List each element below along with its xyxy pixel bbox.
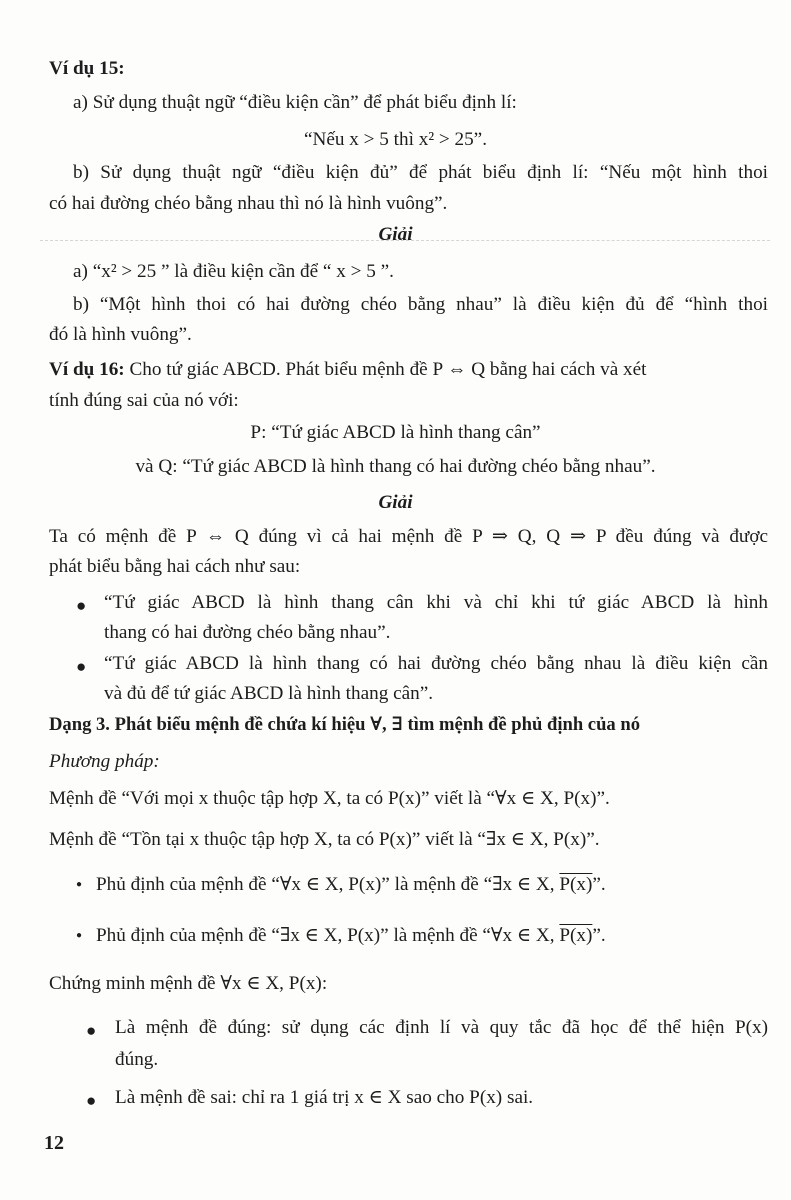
prove-true-line1: Là mệnh đề đúng: sử dụng các định lí và quy tắc đã học để thể hiện P(x) [115, 1017, 768, 1038]
negation-exists: Phủ định của mệnh đề “∃x ∈ X, P(x)” là mệnh đề “∀x ∈ X, P(x)”. [96, 925, 606, 946]
example-16-heading: Ví dụ 16: [49, 359, 125, 380]
prove-statement: Chứng minh mệnh đề ∀x ∈ X, P(x): [49, 973, 328, 994]
bullet2-line1: “Tứ giác ABCD là hình thang có hai đường chéo bằng nhau là điều kiện cần [104, 653, 768, 674]
negation-forall: Phủ định của mệnh đề “∀x ∈ X, P(x)” là mệnh đề “∃x ∈ X, P(x)”. [96, 874, 606, 895]
example-15-heading: Ví dụ 15: [49, 58, 125, 79]
example-15-part-b-line1: b) Sử dụng thuật ngữ “điều kiện đủ” để phát biểu định lí: “Nếu một hình thoi [73, 162, 768, 183]
forall-definition: Mệnh đề “Với mọi x thuộc tập hợp X, ta có P(x)” viết là “∀x ∈ X, P(x)”. [49, 788, 610, 809]
bullet1-line1: “Tứ giác ABCD là hình thang cân khi và chỉ khi tứ giác ABCD là hình [104, 592, 768, 613]
example-16-intro [49, 356, 768, 384]
bullet-icon: ● [76, 596, 87, 615]
prove-true-line2: đúng. [115, 1049, 159, 1070]
bullet1-line2: thang có hai đường chéo bằng nhau”. [104, 622, 391, 643]
solution-heading-16: Giải [378, 492, 413, 513]
exists-definition: Mệnh đề “Tồn tại x thuộc tập hợp X, ta có P(x)” viết là “∃x ∈ X, P(x)”. [49, 829, 600, 850]
example-16-intro-text: Cho tứ giác ABCD. Phát biểu mệnh đề P ⇔ Q bằng hai cách và xét [129, 359, 647, 380]
example-15-part-b-line2: có hai đường chéo bằng nhau thì nó là hình vuông”. [49, 193, 448, 214]
dang-3-heading: Dạng 3. Phát biểu mệnh đề chứa kí hiệu ∀, ∃ tìm mệnh đề phủ định của nó [49, 714, 640, 735]
solution-15-b-line2: đó là hình vuông”. [49, 324, 192, 345]
solution-15-a: a) “x² > 25 ” là điều kiện cần để “ x > 5 ”. [73, 261, 394, 282]
negated-p: P(x) [559, 874, 593, 895]
bullet-icon: ● [76, 930, 83, 941]
page-number: 12 [44, 1132, 64, 1154]
example-16-intro-line2: tính đúng sai của nó với: [49, 390, 239, 411]
bullet-icon: ● [76, 879, 83, 890]
bullet-icon: ● [86, 1091, 97, 1110]
proposition-q: và Q: “Tứ giác ABCD là hình thang có hai đường chéo bằng nhau”. [135, 456, 656, 477]
example-15-formula: “Nếu x > 5 thì x² > 25”. [304, 129, 487, 150]
prove-false: Là mệnh đề sai: chỉ ra 1 giá trị x ∈ X sao cho P(x) sai. [115, 1087, 534, 1108]
solution-15-b-line1: b) “Một hình thoi có hai đường chéo bằng nhau” là điều kiện đủ để “hình thoi [73, 294, 768, 315]
solution-heading-15: Giải [378, 224, 413, 245]
bullet-icon: ● [86, 1021, 97, 1040]
bullet-icon: ● [76, 657, 87, 676]
proposition-p: P: “Tứ giác ABCD là hình thang cân” [250, 422, 541, 443]
negated-p: P(x) [559, 925, 593, 946]
example-15-part-a: a) Sử dụng thuật ngữ “điều kiện cần” để phát biểu định lí: [73, 92, 517, 113]
method-label: Phương pháp: [49, 751, 160, 772]
solution-16-line1: Ta có mệnh đề P ⇔ Q đúng vì cả hai mệnh đề P ⇒ Q, Q ⇒ P đều đúng và được [49, 526, 768, 547]
bullet2-line2: và đủ để tứ giác ABCD là hình thang cân”. [104, 683, 434, 704]
solution-16-line2: phát biểu bằng hai cách như sau: [49, 556, 301, 577]
